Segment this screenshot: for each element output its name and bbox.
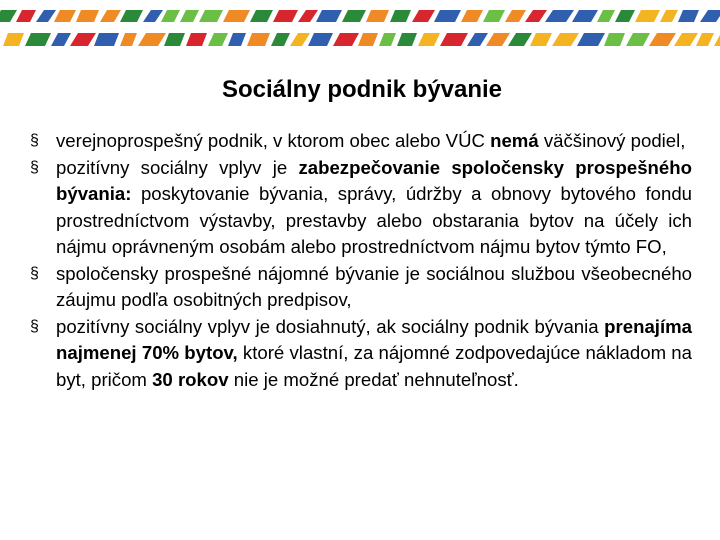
- mosaic-tile: [3, 33, 24, 46]
- bullet-text: pozitívny sociálny vplyv je dosiahnutý, ak sociálny podnik bývania: [56, 315, 605, 337]
- mosaic-tile: [505, 10, 526, 22]
- mosaic-tile: [358, 33, 378, 46]
- bullet-text: pozitívny sociálny vplyv je: [56, 156, 299, 178]
- mosaic-tile: [412, 10, 435, 22]
- mosaic-tile: [649, 33, 676, 46]
- bullet-text: poskytovanie bývania, správy, údržby a obnovy bytového fondu prostredníctvom výstavby, prestavby alebo obstarania bytov na účely ich nájmu oprávneným osobám alebo prostredníctvom nájmu bytov týmto FO,: [56, 183, 692, 257]
- mosaic-tile: [467, 33, 488, 46]
- mosaic-tile: [635, 10, 660, 22]
- mosaic-tile: [120, 10, 143, 22]
- mosaic-tile: [138, 33, 166, 46]
- mosaic-tile: [434, 10, 461, 22]
- slide-title-text: Sociálny podnik bývanie: [221, 76, 503, 103]
- mosaic-tile: [208, 33, 228, 46]
- mosaic-tile: [143, 10, 163, 22]
- mosaic-tile: [714, 33, 720, 46]
- mosaic-tile: [271, 33, 290, 46]
- mosaic-tile: [164, 33, 185, 46]
- mosaic-tile: [228, 33, 246, 46]
- mosaic-tile: [483, 10, 505, 22]
- bullet-text: väčšinový podiel,: [538, 130, 686, 151]
- mosaic-tile: [366, 10, 389, 22]
- mosaic-tile: [597, 10, 615, 22]
- mosaic-tile: [572, 10, 598, 22]
- mosaic-tile: [180, 10, 199, 22]
- mosaic-tile: [418, 33, 440, 46]
- mosaic-tile: [700, 10, 720, 22]
- mosaic-tile: [16, 10, 36, 22]
- bullet-list: [30, 128, 692, 393]
- bullet-item: [30, 261, 692, 314]
- mosaic-tile: [290, 33, 310, 46]
- bullet-item: [30, 314, 692, 394]
- mosaic-tile: [186, 33, 207, 46]
- mosaic-tile: [674, 33, 698, 46]
- bullet-text: spoločensky prospešné nájomné bývanie je sociálnou službou všeobecného záujmu podľa osobitných predpisov,: [56, 262, 692, 310]
- mosaic-tile: [552, 33, 579, 46]
- mosaic-tile: [696, 33, 714, 46]
- mosaic-tile: [51, 33, 71, 46]
- bullet-text-bold: 30 rokov: [152, 368, 229, 390]
- mosaic-tile: [54, 10, 76, 22]
- mosaic-tile: [223, 10, 250, 22]
- mosaic-tile: [250, 10, 273, 22]
- mosaic-tile: [525, 10, 547, 22]
- bullet-item: [30, 128, 692, 155]
- mosaic-tile: [100, 10, 121, 22]
- section-sign-icon: §: [30, 158, 39, 176]
- mosaic-tile: [36, 10, 56, 22]
- mosaic-tile: [379, 33, 396, 46]
- mosaic-tile: [486, 33, 510, 46]
- mosaic-tile: [70, 33, 96, 46]
- mosaic-tile: [615, 10, 635, 22]
- mosaic-tile: [545, 10, 574, 22]
- mosaic-tile: [397, 33, 417, 46]
- mosaic-tile: [0, 10, 17, 22]
- mosaic-tile: [199, 10, 223, 22]
- mosaic-tile: [333, 33, 359, 46]
- mosaic-tile: [94, 33, 119, 46]
- section-sign-icon: §: [30, 317, 39, 335]
- mosaic-tile: [120, 33, 137, 46]
- mosaic-tile: [342, 10, 366, 22]
- bullet-text: ktoré vlastní, za nájomné zodpovedajúce nákladom na byt, pričom: [56, 342, 692, 390]
- mosaic-tile: [530, 33, 552, 46]
- bullet-text: nie je možné predať nehnuteľnosť.: [228, 368, 519, 390]
- mosaic-tile: [273, 10, 298, 22]
- bullet-text: verejnoprospešný podnik, v ktorom obec alebo VÚC: [56, 130, 491, 151]
- mosaic-tile: [25, 33, 51, 46]
- mosaic-tile: [298, 10, 318, 22]
- mosaic-tile: [440, 33, 468, 46]
- bullet-item: [30, 155, 692, 261]
- section-sign-icon: §: [30, 264, 39, 282]
- mosaic-tile: [161, 10, 180, 22]
- bullet-text-bold: prenajíma najmenej 70% bytov,: [56, 315, 692, 363]
- mosaic-tile: [316, 10, 342, 22]
- bullet-text-bold: zabezpečovanie spoločensky prospešného bývania:: [56, 156, 692, 204]
- bullet-text-bold: nemá: [490, 130, 539, 151]
- section-sign-icon: §: [30, 132, 39, 149]
- mosaic-tile: [660, 10, 678, 22]
- mosaic-tile: [308, 33, 333, 46]
- mosaic-tile: [678, 10, 699, 22]
- mosaic-tile: [247, 33, 270, 46]
- mosaic-tile: [577, 33, 605, 46]
- mosaic-tile: [461, 10, 483, 22]
- mosaic-tile: [390, 10, 411, 22]
- mosaic-tile: [508, 33, 532, 46]
- mosaic-tile: [604, 33, 625, 46]
- slide-title: [0, 75, 720, 105]
- mosaic-tile: [626, 33, 650, 46]
- decorative-mosaic-banner: [0, 0, 720, 62]
- mosaic-tile: [76, 10, 99, 22]
